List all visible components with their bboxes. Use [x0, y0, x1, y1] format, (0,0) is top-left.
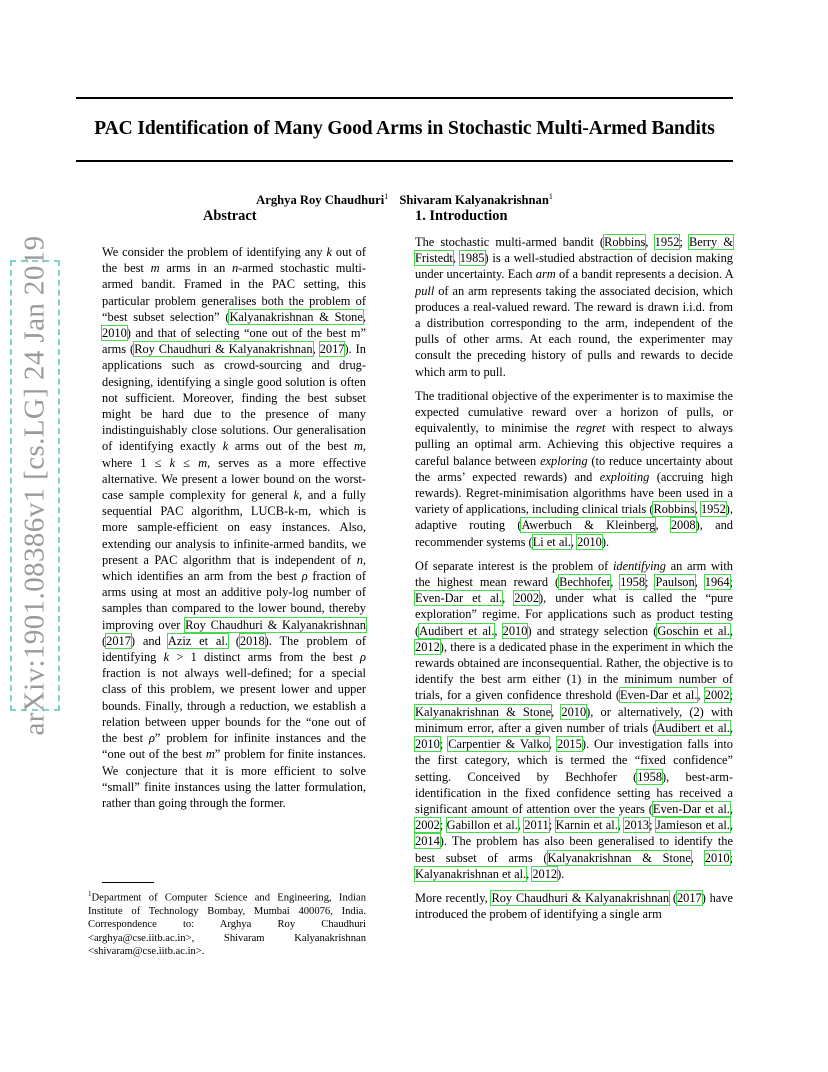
emphasis-text: pull	[415, 283, 435, 298]
citation-link[interactable]: 2014	[415, 834, 440, 849]
abstract-heading: Abstract	[203, 208, 257, 224]
author-1-name: Arghya Roy Chaudhuri	[256, 193, 385, 208]
citation-link[interactable]: Kalyanakrishnan & Stone	[415, 704, 552, 719]
citation-link[interactable]: Paulson	[655, 575, 695, 590]
title-rule-bottom	[76, 160, 733, 162]
abstract-body	[102, 244, 366, 811]
math-symbol: k	[293, 488, 300, 503]
emphasis-text: regret	[575, 421, 606, 436]
introduction-heading: 1. Introduction	[415, 208, 508, 224]
citation-link[interactable]: 2017	[106, 633, 131, 648]
citation-link[interactable]: 1952	[700, 502, 726, 517]
citation-link[interactable]: Robbins	[653, 502, 695, 517]
citation-link[interactable]: 2015	[557, 737, 582, 752]
citation-link[interactable]: 2008	[670, 518, 696, 533]
citation-link[interactable]: 2012	[532, 866, 558, 881]
citation-link[interactable]: 2012	[415, 639, 440, 654]
citation-link[interactable]: Even-Dar et al.	[619, 688, 698, 703]
affiliation-footnote	[88, 888, 366, 959]
citation-link[interactable]: Audibert et al.	[419, 623, 495, 638]
author-2-name: Shivaram Kalyanakrishnan	[399, 193, 549, 208]
footnote-text: Department of Computer Science and Engineering, Indian Institute of Technology Bombay, Mumbai 400076, India. Correspondence to: Arghya Roy Chaudhuri <arghya@cse.iitb.ac.in>, Shivaram Kalyanakrishnan <shivaram@cse.iitb.ac.in>.	[88, 892, 366, 958]
citation-link[interactable]: Aziz et al.	[167, 633, 228, 648]
emphasis-text: arm	[535, 267, 556, 282]
author-1-affiliation-mark: 1	[384, 192, 389, 201]
paragraph: Of separate interest is the problem of identifying an arm with the highest mean reward (Bechhofer, 1958; Paulson, 1964; Even-Dar et al., 2002), under what is called the “pure exploration” regime. For applications such as product testing (Audibert et al., 2010) and strategy selection (Goschin et al., 2012), there is a dedicated phase in the experiment in which the rewards obtained are inconsequential. Rather, the objective is to identify the best arm either (1) in the minimum number of trials, for a given confidence threshold (Even-Dar et al., 2002; Kalyanakrishnan & Stone, 2010), or alternatively, (2) with minimum error, after a given number of trials (Audibert et al., 2010; Carpentier & Valko, 2015). Our investigation falls into the first category, which is termed the “fixed confidence” setting. Conceived by Bechhofer (1958), best-arm-identification in the fixed confidence setting has received a significant amount of attention over the years (Even-Dar et al., 2002; Gabillon et al., 2011; Karnin et al., 2013; Jamieson et al., 2014). The problem has also been generalised to identify the best subset of arms (Kalyanakrishnan & Stone, 2010; Kalyanakrishnan et al., 2012).	[415, 558, 734, 881]
citation-link[interactable]: Kalyanakrishnan & Stone	[229, 309, 363, 324]
citation-link[interactable]: Robbins	[604, 235, 646, 249]
citation-link[interactable]: 2002	[704, 688, 730, 703]
math-symbol: m	[150, 261, 160, 276]
paragraph: The traditional objective of the experimenter is to maximise the expected cumulative reward over a horizon of pulls, or equivalently, to minimise the regret with respect to always pulling an optimal arm. Achieving this objective requires a careful balance between exploring (to reduce uncertainty about the arms’ expected rewards) and exploiting (accruing high rewards). Regret-minimisation algorithms have been used in a variety of applications, including clinical trials (Robbins, 1952), adaptive routing (Awerbuch & Kleinberg, 2008), and recommender systems (Li et al., 2010).	[415, 388, 734, 549]
math-symbol: ρ	[148, 731, 155, 746]
citation-link[interactable]: 1985	[459, 251, 485, 266]
citation-link[interactable]: Goschin et al.	[657, 623, 730, 638]
citation-link[interactable]: Even-Dar et al.	[415, 591, 503, 606]
citation-link[interactable]: 2010	[561, 704, 587, 719]
paper-title: PAC Identification of Many Good Arms in Stochastic Multi-Armed Bandits	[94, 118, 715, 139]
math-symbol: n	[232, 261, 239, 276]
emphasis-text: identifying	[612, 558, 666, 573]
citation-link[interactable]: 1958	[620, 575, 646, 590]
citation-link[interactable]: Audibert et al.	[656, 720, 730, 735]
math-symbol: k	[222, 439, 229, 454]
citation-link[interactable]: 2002	[514, 591, 540, 606]
citation-link[interactable]: 2017	[319, 342, 345, 357]
author-2-affiliation-mark: 1	[548, 192, 553, 201]
citation-link[interactable]: Even-Dar et al.	[652, 801, 730, 816]
citation-link[interactable]: Berry & Fristedt	[415, 235, 733, 266]
citation-link[interactable]: Jamieson et al.	[655, 818, 730, 833]
citation-link[interactable]: Roy Chaudhuri & Kalyanakrishnan	[185, 617, 366, 632]
citation-link[interactable]: 2017	[676, 890, 702, 905]
math-symbol: k	[169, 455, 176, 470]
citation-link[interactable]: 2010	[502, 623, 528, 638]
citation-link[interactable]: Awerbuch & Kleinberg	[521, 518, 656, 533]
citation-link[interactable]: Kalyanakrishnan et al.	[415, 866, 527, 881]
citation-link[interactable]: Carpentier & Valko	[448, 737, 549, 752]
paragraph: The stochastic multi-armed bandit (Robbins, 1952; Berry & Fristedt, 1985) is a well-studied abstraction of decision making under uncertainty. Each arm of a bandit represents a decision. A pull of an arm represents taking the associated decision, which produces a real-valued reward. The reward is drawn i.i.d. from a distribution corresponding to the arm, independent of the pulls of other arms. At each round, the experimenter may consult the preceding history of pulls and rewards to decide which arm to pull.	[415, 235, 733, 379]
author-list	[76, 192, 733, 208]
math-symbol: m	[353, 439, 363, 454]
footnote-mark: 1	[88, 890, 92, 898]
math-symbol: k	[163, 650, 170, 665]
citation-link[interactable]: Li et al.	[532, 534, 571, 549]
citation-link[interactable]: Roy Chaudhuri & Kalyanakrishnan	[134, 342, 313, 357]
citation-link[interactable]: 2010	[415, 737, 440, 752]
paragraph: More recently, Roy Chaudhuri & Kalyanakrishnan (2017) have introduced the probem of identifying a single arm	[415, 890, 733, 922]
citation-link[interactable]: 1952	[654, 235, 680, 249]
citation-link[interactable]: 2002	[415, 818, 440, 833]
introduction-body	[415, 234, 733, 922]
citation-link[interactable]: 2010	[102, 326, 127, 341]
citation-link[interactable]: 2010	[577, 534, 602, 549]
citation-link[interactable]: Kalyanakrishnan & Stone	[547, 850, 691, 865]
title-rule-top	[76, 97, 733, 99]
emphasis-text: exploiting	[599, 469, 650, 484]
math-symbol: ρ	[360, 650, 366, 665]
citation-link[interactable]: 2013	[624, 818, 650, 833]
math-symbol: k	[326, 245, 333, 259]
citation-link[interactable]: 2018	[239, 633, 265, 648]
citation-link[interactable]: 2010	[704, 850, 730, 865]
author-1	[256, 193, 388, 207]
citation-link[interactable]: Roy Chaudhuri & Kalyanakrishnan	[491, 890, 670, 905]
citation-link[interactable]: 1964	[704, 575, 730, 590]
author-2	[399, 193, 552, 207]
citation-link[interactable]: Karnin et al.	[555, 818, 618, 833]
math-symbol: n	[356, 552, 363, 567]
citation-link[interactable]: Bechhofer	[559, 575, 611, 590]
math-symbol: ρ	[301, 569, 308, 584]
paragraph: We consider the problem of identifying any k out of the best m arms in an n-armed stochastic multi-armed bandit. Framed in the PAC setting, this particular problem generalises both the problem of “best subset selection” (Kalyanakrishnan & Stone, 2010) and that of selecting “one out of the best m” arms (Roy Chaudhuri & Kalyanakrishnan, 2017). In applications such as crowd-sourcing and drug-designing, identifying a single good solution is often not sufficient. Moreover, finding the best subset might be hard due to the presence of many indistinguishably close solutions. Our generalisation of identifying exactly k arms out of the best m, where 1 ≤ k ≤ m, serves as a more effective alternative. We present a lower bound on the worst-case sample complexity for general k, and a fully sequential PAC algorithm, LUCB-k-m, which is more sample-efficient on easy instances. Also, extending our analysis to infinite-armed bandits, we present a PAC algorithm that is independent of n, which identifies an arm from the best ρ fraction of arms using at most an additive poly-log number of samples than compared to the lower bound, thereby improving over Roy Chaudhuri & Kalyanakrishnan (2017) and Aziz et al. (2018). The problem of identifying k > 1 distinct arms from the best ρ fraction is not always well-defined; for a special class of this problem, we present lower and upper bounds. Finally, through a reduction, we establish a relation between upper bounds for the “one out of the best ρ” problem for infinite instances and the “one out of the best m” problem for finite instances. We conjecture that it is more efficient to solve “small” finite instances using the latter formulation, rather than going through the former.	[102, 245, 367, 810]
citation-link[interactable]: 2011	[524, 818, 549, 833]
citation-link[interactable]: 1958	[637, 769, 663, 784]
emphasis-text: exploring	[540, 453, 588, 468]
citation-link[interactable]: Gabillon et al.	[446, 818, 518, 833]
math-symbol: m	[198, 455, 208, 470]
footnote-rule	[102, 882, 154, 883]
arxiv-identifier-text[interactable]: arXiv:1901.08386v1 [cs.LG] 24 Jan 2019	[18, 235, 51, 736]
arxiv-identifier-stamp[interactable]	[10, 235, 60, 736]
math-symbol: m	[205, 747, 215, 762]
